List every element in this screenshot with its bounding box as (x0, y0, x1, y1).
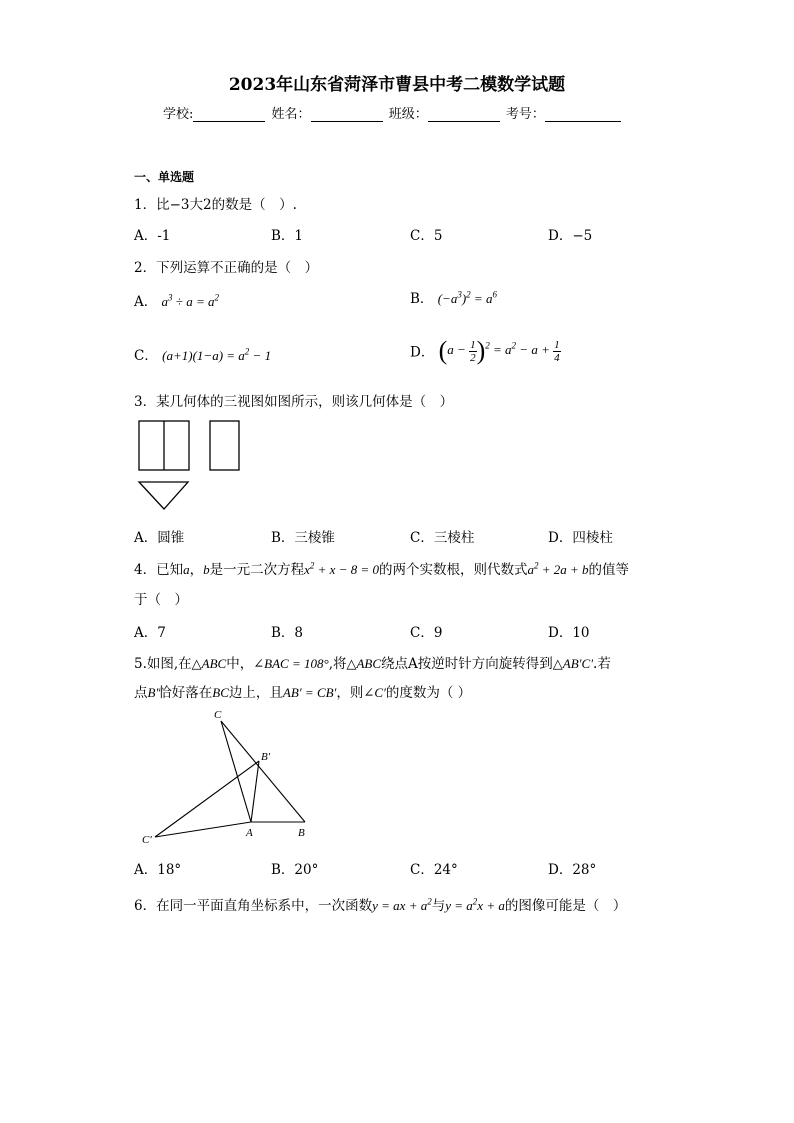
question-4-stem: 4．已知a，b是一元二次方程$x^2 + x - 8 = 0$的两个实数根，则代数式$a^2 + 2a + b$的值等 (134, 560, 630, 578)
q1-option-a[interactable]: A．-1 (134, 228, 171, 244)
label-a: A (246, 827, 253, 839)
q1-option-d[interactable]: D．−5 (548, 228, 593, 244)
question-1-stem: 1．比−3大2的数是（ ）. (134, 197, 297, 213)
name-label: 姓名： (271, 107, 311, 122)
q5-option-a[interactable]: A．18° (134, 862, 182, 878)
label-b: B (298, 827, 305, 839)
question-5-stem-line2: 点B′恰好落在BC边上，且AB′ = CB′，则∠C′的度数为（ ） (134, 685, 472, 701)
segment-c-prime-b-prime (155, 761, 259, 837)
page-title: 2023年山东省菏泽市曹县中考二模数学试题 (228, 75, 566, 95)
q1-option-c[interactable]: C．5 (410, 228, 443, 244)
school-label: 学校: (163, 107, 194, 122)
top-view (139, 482, 188, 509)
q5-option-c[interactable]: C．24° (410, 862, 458, 878)
segment-ca (221, 721, 251, 822)
name-blank[interactable] (311, 107, 383, 122)
q5-option-b[interactable]: B．20° (271, 862, 319, 878)
q4-option-d[interactable]: D．10 (548, 625, 590, 641)
three-view-figure (130, 415, 250, 515)
q2-a-formula: $a^3 \div a = a^2$ (161, 292, 219, 309)
question-5-stem-line1: 5.如图,在△ABC中，∠BAC = 108°,将△ABC绕点A按逆时针方向旋转得到△AB′C′.若 (134, 656, 611, 672)
exam-no-blank[interactable] (545, 107, 621, 122)
class-blank[interactable] (428, 107, 500, 122)
label-c-prime: C' (142, 834, 152, 846)
question-4-stem-line2: 于（ ） (134, 592, 188, 608)
q3-option-a[interactable]: A．圆锥 (134, 530, 185, 546)
q2-c-formula: $(a+1)(1-a) = a^2 - 1$ (162, 346, 272, 363)
q2-option-a[interactable]: A． $a^3 \div a = a^2$ (134, 292, 219, 310)
q5-option-d[interactable]: D．28° (548, 862, 597, 878)
q4-option-a[interactable]: A．7 (134, 625, 166, 641)
q1-option-b[interactable]: B．1 (271, 228, 304, 244)
question-2-stem: 2．下列运算不正确的是（ ） (134, 260, 319, 276)
q4-option-b[interactable]: B．8 (271, 625, 304, 641)
q4-option-c[interactable]: C．9 (410, 625, 443, 641)
rotation-triangle-figure (135, 705, 325, 850)
student-info-line (163, 103, 623, 122)
section-heading: 一、单选题 (134, 170, 195, 184)
question-3-stem: 3．某几何体的三视图如图所示，则该几何体是（ ） (134, 394, 454, 410)
q3-option-d[interactable]: D．四棱柱 (548, 530, 613, 546)
label-b-prime: B' (261, 751, 271, 763)
segment-c-prime-a (155, 822, 251, 837)
q3-option-c[interactable]: C．三棱柱 (410, 530, 475, 546)
question-6-stem: 6．在同一平面直角坐标系中，一次函数y = ax + $a^2$与$y = a^2x + a$的图像可能是（ ） (134, 896, 627, 914)
label-c: C (214, 709, 222, 721)
q3-option-b[interactable]: B．三棱锥 (271, 530, 335, 546)
segment-a-b-prime (251, 761, 259, 822)
q2-option-c[interactable]: C． $(a+1)(1-a) = a^2 - 1$ (134, 346, 272, 364)
q2-b-formula: $(-a^3)^2 = a^6$ (437, 289, 497, 306)
exam-no-label: 考号： (505, 107, 545, 122)
school-blank[interactable] (193, 107, 265, 122)
q2-d-formula: (a − $\frac{1}{2}$ )$^2 = a^2 - a$ + $\frac{1}{4}$ (438, 336, 560, 365)
q2-option-b[interactable]: B． $(-a^3)^2 = a^6$ (410, 289, 497, 307)
side-view (210, 421, 239, 470)
q2-option-d[interactable]: D． (a − $\frac{1}{2}$ )$^2 = a^2 - a$ + $\frac{1}{4}$ (410, 336, 560, 365)
segment-cb (221, 721, 305, 822)
class-label: 班级： (388, 107, 428, 122)
